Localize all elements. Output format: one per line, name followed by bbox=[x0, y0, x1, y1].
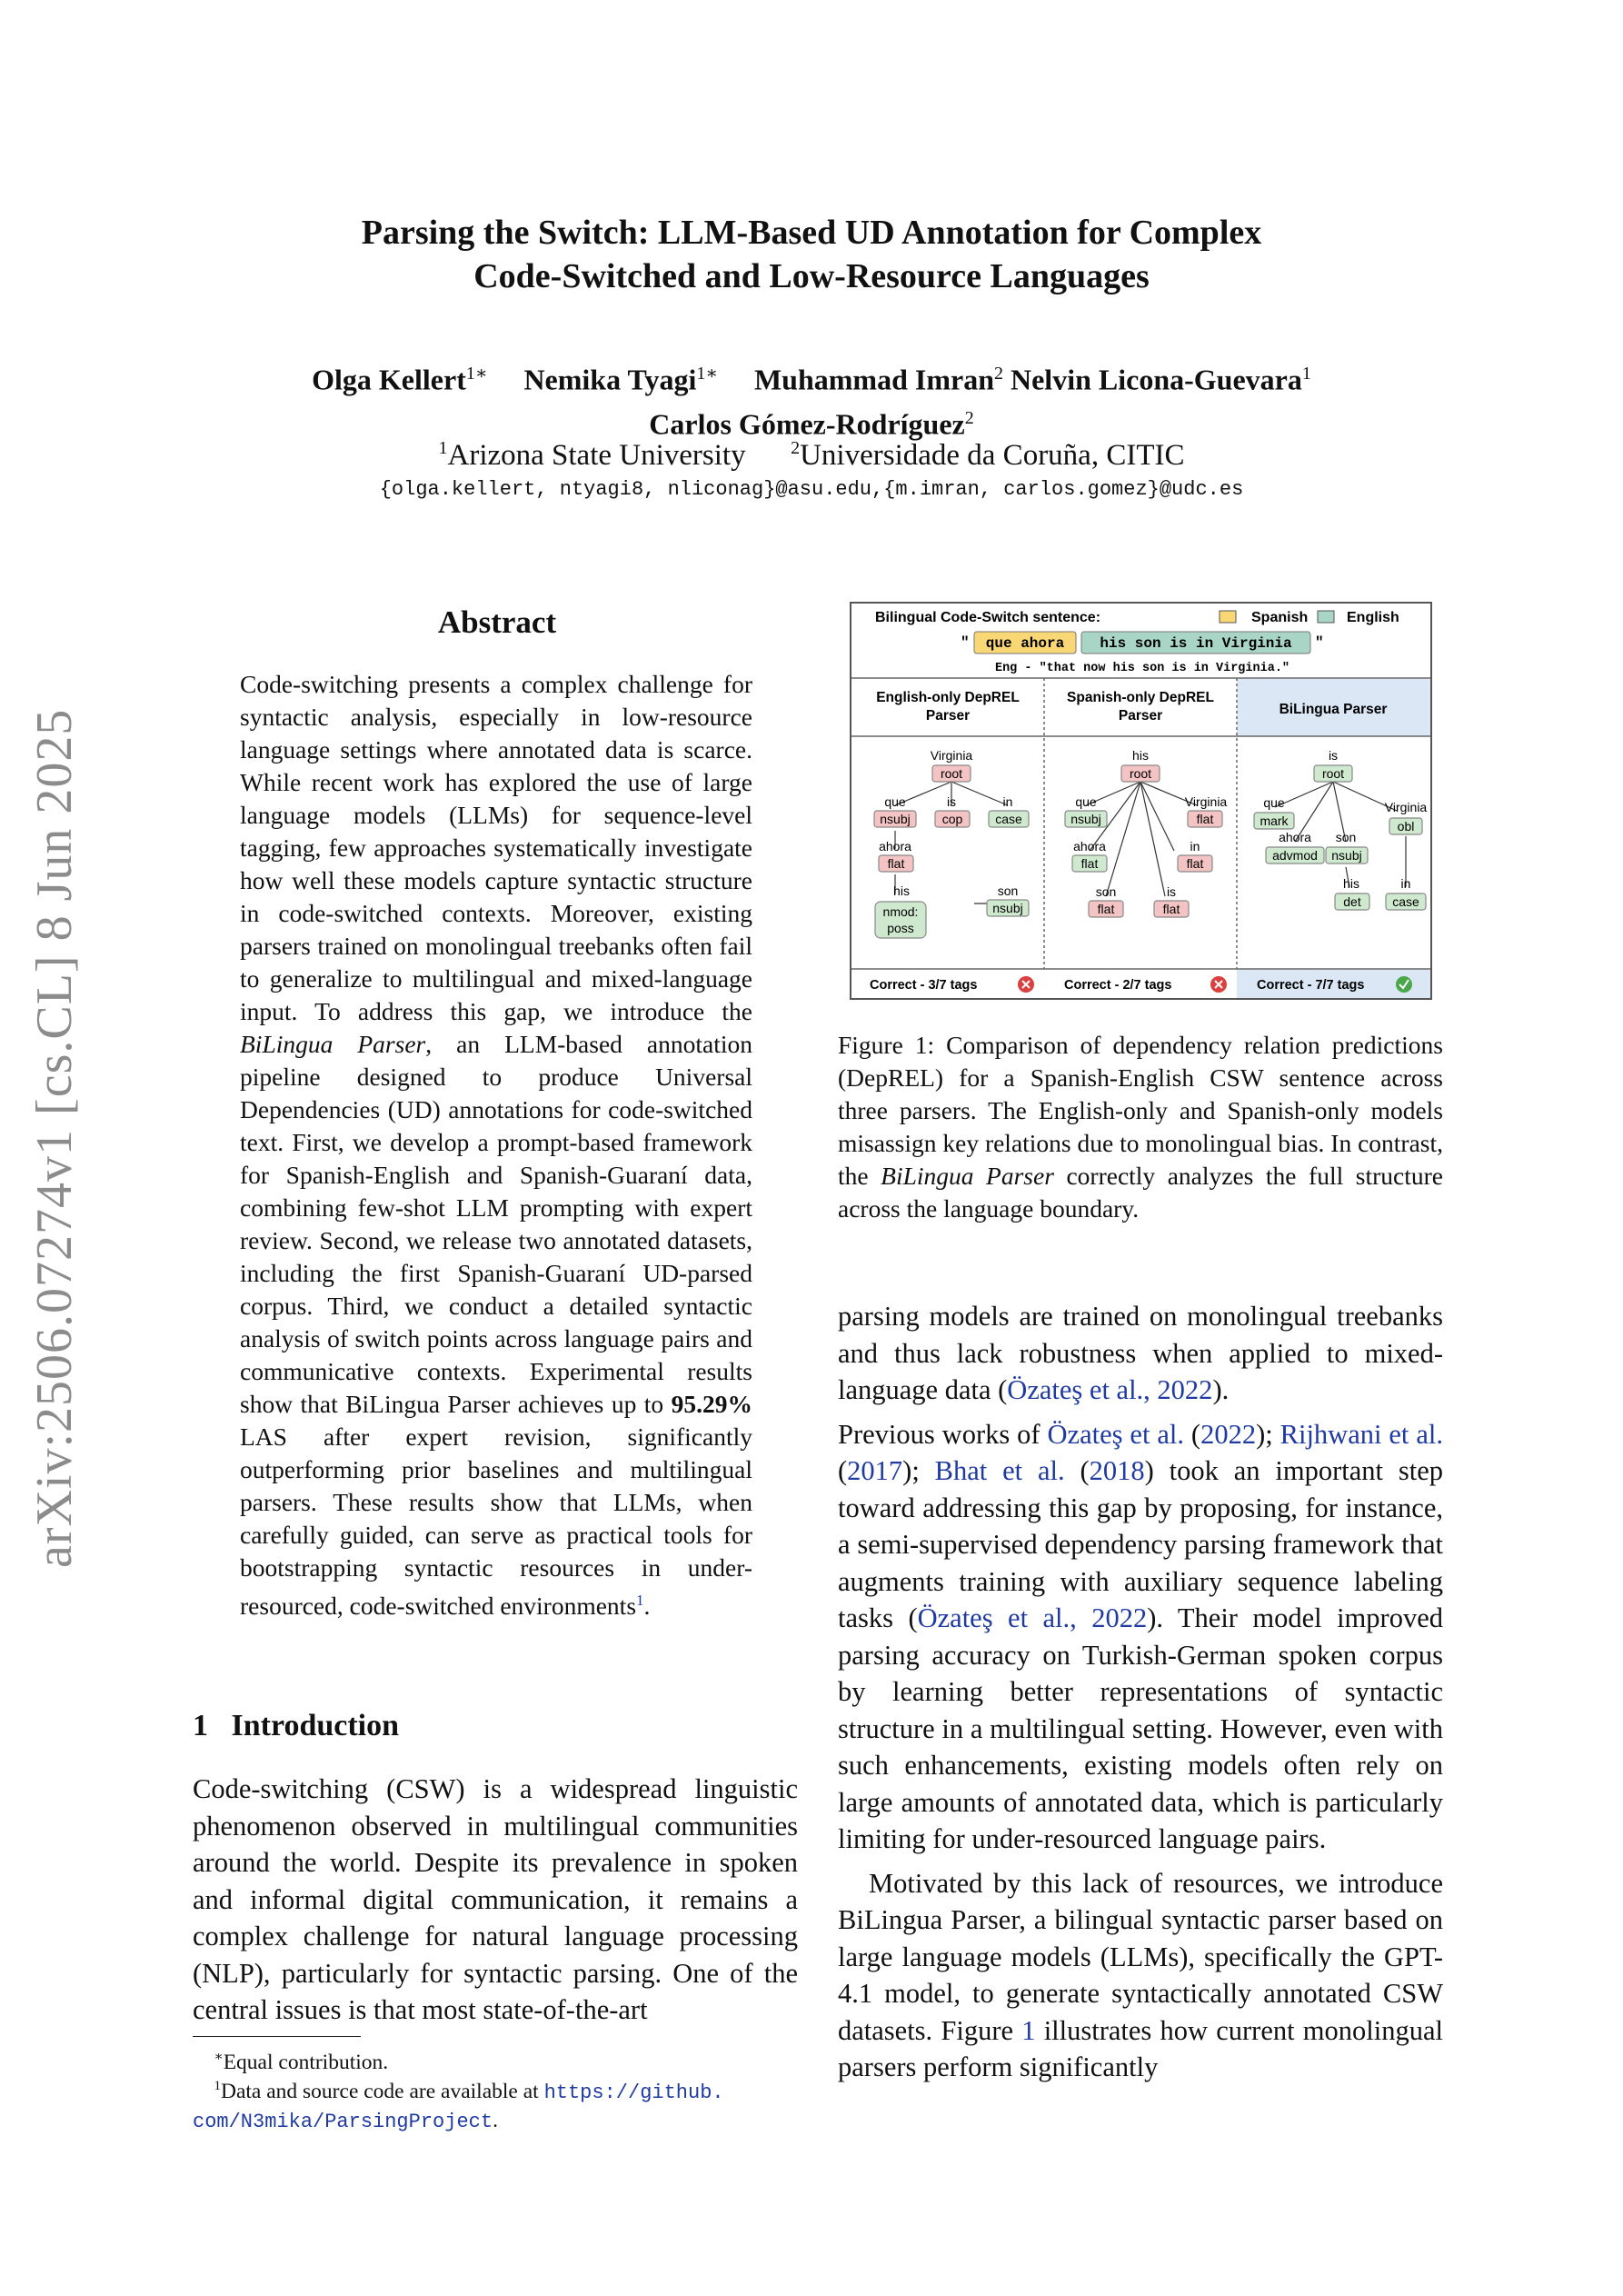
tree-word: ahora bbox=[1279, 830, 1311, 844]
translation-line: Eng - "that now his son is in Virginia." bbox=[994, 662, 1290, 675]
author-affil-mark: 1 bbox=[1301, 364, 1311, 384]
figure-ref-link[interactable]: 1 bbox=[1021, 2014, 1036, 2046]
tree-word: son bbox=[997, 883, 1019, 898]
check-icon bbox=[1396, 976, 1412, 993]
tree-word: in bbox=[1190, 839, 1200, 854]
tree-tag-wrong: root bbox=[1129, 766, 1152, 781]
title-line-1: Parsing the Switch: LLM-Based UD Annotation for Complex bbox=[361, 214, 1262, 252]
paper-title bbox=[0, 211, 1623, 298]
author-affil-mark: 1∗ bbox=[696, 364, 718, 384]
tree-word: Virginia bbox=[1184, 794, 1228, 809]
figure-1 bbox=[850, 602, 1432, 1000]
footnote-url[interactable]: com/N3mika/ParsingProject bbox=[193, 2110, 493, 2133]
author-emails: {olga.kellert, ntyagi8, nliconag}@asu.edu,{m.imran, carlos.gomez}@udc.es bbox=[379, 478, 1244, 501]
citation-link[interactable]: Özateş et al., 2022 bbox=[917, 1602, 1148, 1633]
footnote-text: . bbox=[493, 2108, 498, 2132]
tree-tag-wrong: flat bbox=[1186, 856, 1204, 871]
panel-3-score: Correct - 7/7 tags bbox=[1257, 978, 1365, 993]
author-name: Muhammad Imran bbox=[753, 363, 994, 396]
tree-word: que bbox=[884, 794, 906, 809]
legend-english-swatch bbox=[1318, 611, 1334, 623]
tree-tag-correct: poss bbox=[887, 921, 914, 935]
citation-link[interactable]: Özateş et al., 2022 bbox=[1007, 1374, 1213, 1405]
cross-icon bbox=[1018, 976, 1034, 993]
panel-1-title: Parser bbox=[925, 708, 971, 724]
footnote-mark: 1 bbox=[214, 2079, 221, 2093]
tree-tag-correct: advmod bbox=[1272, 848, 1318, 863]
author-affil-mark: 1∗ bbox=[465, 364, 488, 384]
tree-word: son bbox=[1335, 830, 1357, 844]
tree-word: is bbox=[1328, 748, 1339, 763]
tree-tag-wrong: root bbox=[940, 766, 963, 781]
panel-1-tree bbox=[874, 748, 1029, 938]
tree-word: ahora bbox=[879, 839, 911, 854]
abstract-text: LAS after expert revision, significantly outperforming prior baselines and multilingual parsers. These results show that LLMs, when carefully guided, can serve as practical tools for bootstrapping syntactic resources in under-resourced, code-switched environments bbox=[240, 1423, 752, 1621]
author-name: Nemika Tyagi bbox=[523, 363, 697, 396]
footnote-url[interactable]: https://github. bbox=[543, 2081, 724, 2104]
author-name: Carlos Gómez-Rodríguez bbox=[649, 407, 965, 441]
english-segment: his son is in Virginia bbox=[1100, 635, 1292, 652]
tree-tag-wrong: flat bbox=[1196, 812, 1214, 826]
spanish-segment: que ahora bbox=[985, 635, 1065, 652]
section-heading bbox=[193, 1709, 399, 1743]
caption-text: Figure 1: Comparison of dependency relation predictions (DepREL) for a Spanish-English CSW sentence across three parsers. The English-only and Spanish-only models misassign key relations due to monolingual bias. In contrast, the bbox=[838, 1031, 1444, 1190]
tree-tag-wrong: flat bbox=[1162, 902, 1180, 916]
tree-word: Virginia bbox=[930, 748, 973, 763]
abstract-bold-score: 95.29% bbox=[671, 1390, 752, 1418]
footnote-rule bbox=[193, 2036, 361, 2037]
tree-word: son bbox=[1095, 884, 1117, 899]
body-text: took an important step toward addressing this gap by proposing, for instance, a semi-supervised dependency parsing framework that augments training with auxiliary sequence labeling tasks ( bbox=[838, 1455, 1443, 1633]
section-title: Introduction bbox=[231, 1709, 400, 1742]
tree-tag-correct: obl bbox=[1397, 819, 1415, 834]
abstract-italic: BiLingua Parser bbox=[240, 1030, 426, 1058]
panel-1-score: Correct - 3/7 tags bbox=[870, 978, 978, 993]
panel-2-tree bbox=[1065, 748, 1227, 917]
intro-paragraph: Code-switching (CSW) is a widespread linguistic phenomenon observed in multilingual communities around the world. Despite its prevalence in spoken and informal digital communication, it remains a complex challenge for natural language processing (NLP), particularly for syntactic parsing. One of the central issues is that most state-of-the-art bbox=[193, 1773, 798, 2025]
body-text: illustrates how current monolingual parsers perform significantly bbox=[838, 2014, 1443, 2082]
footnote-mark: ∗ bbox=[214, 2050, 224, 2064]
tree-tag-correct: root bbox=[1321, 766, 1345, 781]
legend-spanish-label: Spanish bbox=[1251, 610, 1309, 625]
paragraph: Previous works of Özateş et al. (2022); Rijhwani et al. (2017); Bhat et al. (2018) took an important step toward addressing this gap by proposing, for instance, a semi-supervised dependency parsing framework that augments training with auxiliary sequence labeling tasks (Özateş et al., 2022). Their model improved parsing accuracy on Turkish-German spoken corpus by learning better representations of syntactic structure in a multilingual setting. However, even with such enhancements, existing models often rely on large amounts of annotated data, which is particularly limiting for under-resourced language pairs. bbox=[838, 1418, 1443, 1854]
panel-1-title: English-only DepREL bbox=[876, 690, 1020, 705]
tree-tag-wrong: flat bbox=[1097, 902, 1115, 916]
tree-tag-correct: nsubj bbox=[1331, 848, 1362, 863]
panel-2-title: Parser bbox=[1118, 708, 1163, 724]
tree-tag-wrong: nsubj bbox=[880, 812, 911, 826]
tree-tag-wrong: flat bbox=[887, 856, 905, 871]
affil-mark: 2 bbox=[791, 438, 801, 458]
tree-tag-correct: nsubj bbox=[1070, 812, 1101, 826]
footnote-1 bbox=[193, 2043, 811, 2076]
body-text: Motivated by this lack of resources, we introduce BiLingua Parser, a bilingual syntactic parser based on large language models (LLMs), specifically the GPT-4.1 model, to generate syntactically annotated CSW datasets. Figure bbox=[838, 1867, 1443, 2046]
body-text: ). bbox=[1212, 1374, 1230, 1405]
citation-year-link[interactable]: 2017 bbox=[847, 1455, 903, 1486]
panel-3-tree bbox=[1254, 748, 1427, 910]
tree-word: ahora bbox=[1073, 839, 1106, 854]
citation-link[interactable]: Özateş et al. bbox=[1047, 1418, 1184, 1450]
abstract-text: . bbox=[643, 1592, 651, 1621]
legend-spanish-swatch bbox=[1220, 611, 1236, 623]
tree-word: que bbox=[1075, 794, 1097, 809]
tree-tag-correct: mark bbox=[1260, 814, 1289, 828]
body-text: Previous works of bbox=[838, 1418, 1048, 1450]
paragraph bbox=[838, 1298, 1443, 1409]
tree-tag-correct: case bbox=[1392, 894, 1419, 909]
citation-year-link[interactable]: 2018 bbox=[1089, 1455, 1145, 1486]
footnote-link[interactable]: 1 bbox=[636, 1592, 644, 1609]
panel-3-title: BiLingua Parser bbox=[1279, 702, 1388, 717]
affil-mark: 1 bbox=[438, 438, 448, 458]
abstract-text: , an LLM-based annotation pipeline designed to produce Universal Dependencies (UD) annotations for code-switched text. First, we develop a prompt-based framework for Spanish-English and Spanish-Guaraní data, combining few-shot LLM prompting with expert review. Second, we release two annotated datasets, including the first Spanish-Guaraní UD-parsed corpus. Third, we conduct a detailed syntactic analysis of switch points across language pairs and communicative contexts. Experimental results show that BiLingua Parser achieves up to bbox=[240, 1030, 753, 1418]
caption-italic: BiLingua Parser bbox=[881, 1162, 1054, 1190]
quote-open: " bbox=[961, 634, 970, 651]
tree-tag-wrong: cop bbox=[941, 812, 963, 826]
tree-tag-correct: nsubj bbox=[992, 901, 1023, 915]
footnote-text: Data and source code are available at bbox=[221, 2079, 544, 2103]
body-text: parsing models are trained on monolingual treebanks and thus lack robustness when applied to mixed-language data ( bbox=[838, 1301, 1443, 1405]
caption-text: correctly analyzes the full structure across the language boundary. bbox=[838, 1162, 1443, 1223]
author-affil-mark: 2 bbox=[993, 364, 1003, 384]
tree-word: his bbox=[893, 883, 910, 898]
paragraph bbox=[838, 1865, 1443, 2086]
abstract-body bbox=[240, 668, 752, 1622]
tree-word: is bbox=[1166, 884, 1177, 899]
body-text: ). Their model improved parsing accuracy on Turkish-German spoken corpus by learning better representations of syntactic structure in a multilingual setting. However, even with such enhancements, existing models often rely on large amounts of annotated data, which is particularly limiting for under-resourced language pairs. bbox=[838, 1602, 1443, 1854]
panel-2-score: Correct - 2/7 tags bbox=[1064, 978, 1172, 993]
tree-tag-correct: nmod: bbox=[882, 904, 919, 919]
tree-word: in bbox=[1400, 876, 1411, 891]
citation-year-link[interactable]: 2022 bbox=[1200, 1418, 1257, 1450]
panel-2-title: Spanish-only DepREL bbox=[1067, 690, 1214, 705]
quote-close: " bbox=[1315, 634, 1324, 651]
tree-word: his bbox=[1343, 876, 1359, 891]
affiliations bbox=[0, 429, 1623, 474]
title-line-2: Code-Switched and Low-Resource Languages bbox=[473, 257, 1150, 295]
author-affil-mark: 2 bbox=[964, 407, 974, 428]
arxiv-identifier: arXiv:2506.07274v1 [cs.CL] 8 Jun 2025 bbox=[26, 708, 83, 1568]
tree-word: Virginia bbox=[1384, 800, 1428, 814]
figure-header-label: Bilingual Code-Switch sentence: bbox=[875, 610, 1101, 625]
affiliation: Universidade da Coruña, CITIC bbox=[800, 439, 1185, 472]
section-number: 1 bbox=[193, 1709, 208, 1742]
author-name: Olga Kellert bbox=[312, 363, 466, 396]
affiliation: Arizona State University bbox=[447, 439, 746, 472]
footnote-text: Equal contribution. bbox=[223, 2050, 389, 2074]
footnote-2 bbox=[193, 2072, 811, 2136]
legend-english-label: English bbox=[1347, 610, 1399, 625]
citation-link[interactable]: Bhat et al. bbox=[934, 1455, 1065, 1486]
right-column-text bbox=[838, 1298, 1443, 2086]
tree-tag-correct: det bbox=[1343, 894, 1361, 909]
figure-caption bbox=[838, 1029, 1443, 1225]
cross-icon bbox=[1210, 976, 1227, 993]
tree-word: is bbox=[946, 794, 957, 809]
abstract-heading: Abstract bbox=[437, 604, 557, 640]
citation-link[interactable]: Rijhwani et al. bbox=[1279, 1418, 1443, 1450]
tree-word: in bbox=[1002, 794, 1013, 809]
abstract-text: Code-switching presents a complex challenge for syntactic analysis, especially in low-resource language settings where annotated data is scarce. While recent work has explored the use of large language models (LLMs) for sequence-level tagging, few approaches systematically investigate how well these models capture syntactic structure in code-switched contexts. Moreover, existing parsers trained on monolingual treebanks often fail to generalize to multilingual and mixed-language input. To address this gap, we introduce the bbox=[240, 670, 752, 1025]
author-name: Nelvin Licona-Guevara bbox=[1010, 363, 1302, 396]
tree-word: que bbox=[1263, 795, 1285, 810]
tree-tag-correct: flat bbox=[1080, 856, 1099, 871]
tree-tag-correct: case bbox=[995, 812, 1022, 826]
tree-word: his bbox=[1132, 748, 1149, 763]
figure-1-graphic bbox=[851, 604, 1430, 998]
